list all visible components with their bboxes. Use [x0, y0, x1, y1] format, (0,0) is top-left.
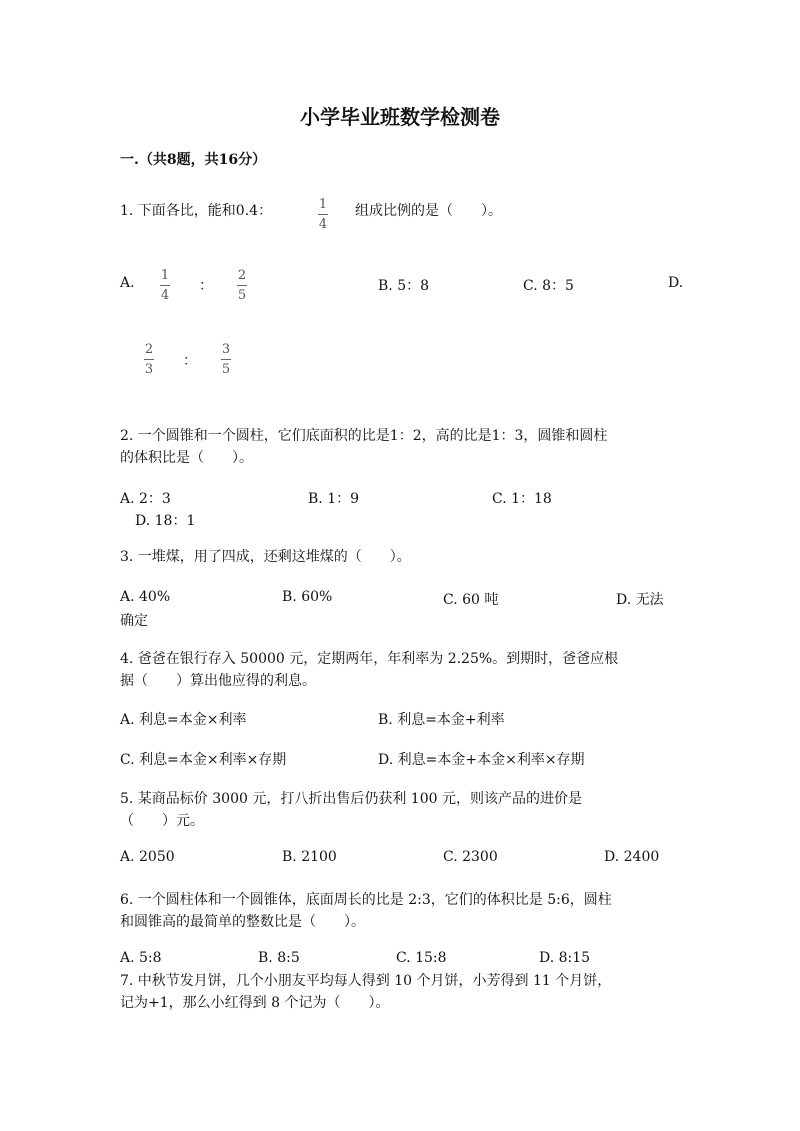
question-4-line-2: 据（ ）算出他应得的利息。 — [120, 673, 316, 689]
fraction-numerator: 2 — [237, 268, 247, 283]
question-2-line-1: 2. 一个圆锥和一个圆柱，它们底面积的比是1：2，高的比是1：3，圆锥和圆柱 — [120, 428, 608, 444]
question-6-option-d[interactable]: D. 8:15 — [539, 950, 591, 966]
question-6-option-a[interactable]: A. 5:8 — [120, 950, 162, 966]
question-3-option-d-continued: 确定 — [120, 613, 148, 629]
question-1-option-b[interactable]: B. 5：8 — [378, 278, 430, 294]
question-4-option-d[interactable]: D. 利息=本金+本金×利率×存期 — [378, 752, 585, 768]
question-1-option-d-label[interactable]: D. — [668, 275, 684, 291]
question-3-line-1: 3. 一堆煤，用了四成，还剩这堆煤的（ ）。 — [120, 549, 411, 565]
fraction-bar — [318, 214, 328, 215]
question-1-option-c[interactable]: C. 8：5 — [523, 278, 574, 294]
question-7-line-2: 记为+1，那么小红得到 8 个记为（ ）。 — [120, 995, 390, 1011]
fraction-numerator: 2 — [144, 342, 154, 357]
question-2-option-d[interactable]: D. 18：1 — [135, 513, 196, 529]
fraction-bar — [221, 359, 231, 360]
question-7-line-1: 7. 中秋节发月饼，几个小朋友平均每人得到 10 个月饼，小芳得到 11 个月饼， — [120, 973, 612, 989]
question-6-option-c[interactable]: C. 15:8 — [396, 950, 447, 966]
question-5-option-b[interactable]: B. 2100 — [282, 849, 337, 865]
question-3-option-d[interactable]: D. 无法 — [616, 592, 664, 608]
question-1-option-d-fraction-1 — [144, 343, 154, 376]
page-title: 小学毕业班数学检测卷 — [300, 105, 500, 129]
question-2-option-a[interactable]: A. 2：3 — [120, 491, 171, 507]
question-4-option-a[interactable]: A. 利息=本金×利率 — [120, 712, 247, 728]
question-1-stem-after: 组成比例的是（ ）。 — [355, 203, 502, 219]
question-1-option-d-fraction-2 — [221, 343, 231, 376]
question-1-option-a-fraction-2 — [237, 269, 247, 302]
question-4-option-c[interactable]: C. 利息=本金×利率×存期 — [120, 752, 287, 768]
question-5-option-d[interactable]: D. 2400 — [604, 849, 660, 865]
question-4-line-1: 4. 爸爸在银行存入 50000 元，定期两年，年利率为 2.25%。到期时，爸爸应根 — [120, 651, 619, 667]
question-3-option-b[interactable]: B. 60% — [282, 589, 333, 605]
question-3-option-c[interactable]: C. 60 吨 — [443, 592, 499, 608]
question-2-option-b[interactable]: B. 1：9 — [308, 491, 360, 507]
fraction-bar — [237, 285, 247, 286]
ratio-colon: ： — [199, 278, 213, 294]
question-1-option-a-fraction-1 — [160, 269, 170, 302]
fraction-denominator: 5 — [237, 288, 247, 303]
fraction-bar — [144, 359, 154, 360]
question-2-line-2: 的体积比是（ ）。 — [120, 450, 253, 466]
question-1-stem-before: 1. 下面各比，能和0.4： — [120, 203, 273, 219]
question-6-line-2: 和圆锥高的最简单的整数比是（ ）。 — [120, 914, 365, 930]
question-2-option-c[interactable]: C. 1：18 — [492, 491, 552, 507]
fraction-denominator: 5 — [221, 362, 231, 377]
question-6-line-1: 6. 一个圆柱体和一个圆锥体，底面周长的比是 2:3，它们的体积比是 5:6，圆柱 — [120, 892, 612, 908]
question-5-line-2: （ ）元。 — [120, 813, 204, 829]
fraction-bar — [160, 285, 170, 286]
fraction-denominator: 4 — [318, 217, 328, 232]
section-heading: 一.（共8题，共16分） — [120, 152, 267, 168]
question-5-option-a[interactable]: A. 2050 — [120, 849, 175, 865]
ratio-colon: ： — [183, 353, 197, 369]
fraction-denominator: 3 — [144, 362, 154, 377]
question-6-option-b[interactable]: B. 8:5 — [258, 950, 300, 966]
question-5-line-1: 5. 某商品标价 3000 元，打八折出售后仍获利 100 元，则该产品的进价是 — [120, 791, 582, 807]
fraction-denominator: 4 — [160, 288, 170, 303]
question-1-stem-fraction — [318, 198, 328, 231]
fraction-numerator: 1 — [318, 197, 328, 212]
question-3-option-a[interactable]: A. 40% — [120, 589, 171, 605]
fraction-numerator: 3 — [221, 342, 231, 357]
question-1-stem — [120, 200, 272, 222]
question-5-option-c[interactable]: C. 2300 — [443, 849, 498, 865]
question-4-option-b[interactable]: B. 利息=本金+利率 — [378, 712, 505, 728]
fraction-numerator: 1 — [160, 268, 170, 283]
question-1-option-a-label[interactable]: A. — [120, 275, 135, 291]
